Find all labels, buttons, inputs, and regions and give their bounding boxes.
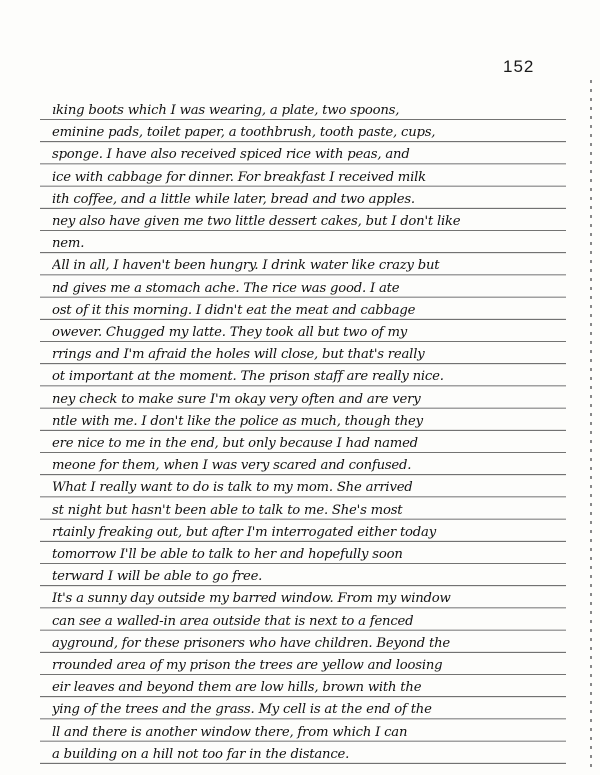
text-line: meone for them, when I was very scared and confused. [52,458,412,474]
text-line: sponge. I have also received spiced rice with peas, and [52,147,410,163]
text-line: eir leaves and beyond them are low hills, brown with the [52,680,422,696]
text-line: ere nice to me in the end, but only because I had named [52,436,418,451]
text-line: owever. Chugged my latte. They took all but two of my [52,325,408,340]
text-line: ıking boots which I was wearing, a plate, two spoons, [52,103,400,118]
text-line: ll and there is another window there, from which I can [52,724,408,740]
text-line: What I really want to do is talk to my mom. She arrived [52,480,413,496]
text-line: ost of it this morning. I didn't eat the meat and cabbage [52,302,416,318]
text-line: nd gives me a stomach ache. The rice was good. I ate [52,280,400,296]
text-line: ntle with me. I don't like the police as much, though they [52,413,423,429]
text-line: rrounded area of my prison the trees are yellow and loosing [52,658,443,673]
text-line: ith coffee, and a little while later, bread and two apples. [52,191,415,207]
text-line: can see a walled-in area outside that is next to a fenced [52,613,414,629]
text-line: ney also have given me two little dessert cakes, but I don't like [52,214,461,229]
text-line: ying of the trees and the grass. My cell is at the end of the [52,702,432,718]
text-line: tomorrow I'll be able to talk to her and hopefully soon [52,547,403,562]
text-line: All in all, I haven't been hungry. I drink water like crazy but [52,258,440,274]
text-line: ot important at the moment. The prison staff are really nice. [52,369,444,385]
text-line: It's a sunny day outside my barred window. From my window [52,591,451,607]
text-line: ney check to make sure I'm okay very often and are very [52,391,421,407]
text-line: st night but hasn't been able to talk to me. She's most [52,502,403,518]
text-line: a building on a hill not too far in the distance. [52,746,350,762]
text-line: ice with cabbage for dinner. For breakfast I received milk [52,169,426,185]
text-line: eminine pads, toilet paper, a toothbrush, tooth paste, cups, [52,125,436,141]
text-line: rrings and I'm afraid the holes will close, but that's really [52,347,425,363]
text-line: ayground, for these prisoners who have children. Beyond the [52,635,450,651]
page-number: 152 [503,57,535,76]
text-line: nem. [52,236,85,252]
page-edge [590,80,592,770]
text-line: rtainly freaking out, but after I'm interrogated either today [52,524,436,540]
text-line: terward I will be able to go free. [52,569,263,585]
